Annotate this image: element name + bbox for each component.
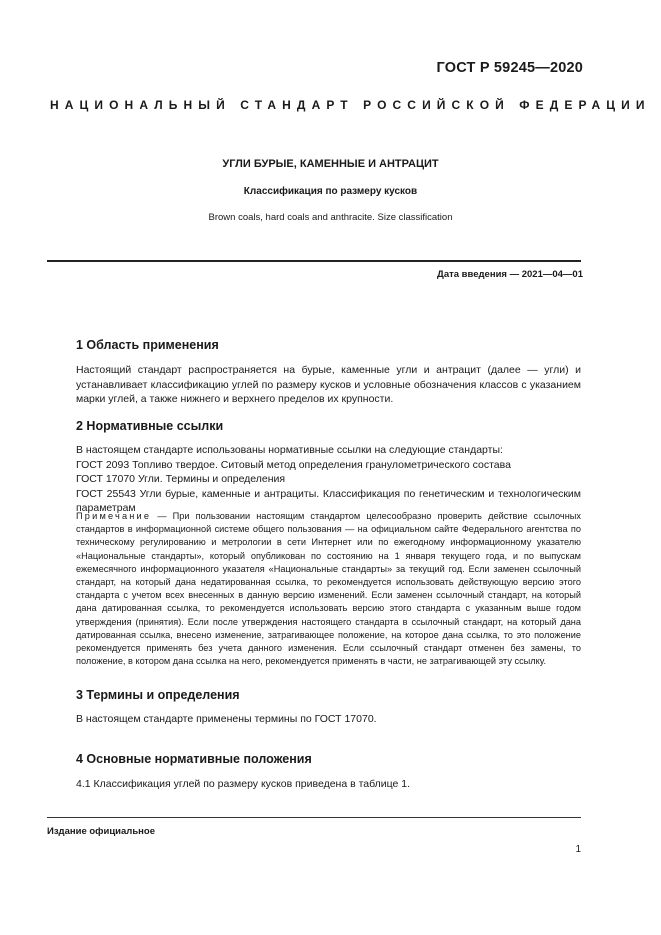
section-heading-terms: 3 Термины и определения (76, 688, 240, 702)
header-divider (47, 260, 581, 262)
official-edition-label: Издание официальное (47, 826, 155, 837)
section-heading-references: 2 Нормативные ссылки (76, 419, 224, 433)
standard-banner: НАЦИОНАЛЬНЫЙ СТАНДАРТ РОССИЙСКОЙ ФЕДЕРАЦИИ (50, 98, 651, 112)
section-heading-main-provisions: 4 Основные нормативные положения (76, 752, 312, 766)
note-label: Примечание (76, 511, 152, 521)
section-text-terms: В настоящем стандарте применены термины по ГОСТ 17070. (76, 713, 377, 725)
references-block (76, 443, 581, 516)
references-note (76, 510, 581, 668)
document-subtitle: Классификация по размеру кусков (243, 186, 418, 197)
section-heading-scope: 1 Область применения (76, 338, 219, 352)
note-text: — При пользовании настоящим стандартом целесообразно проверить действие ссылочных стандартов в информационной системе общего пользования — на официальном сайте Федерального агентства по техническому регулированию и метрологии в сети Интернет или по ежегодному информационному указателю «Национальные стандарты», который опубликован по состоянию на 1 января текущего года, и по выпускам ежемесячного информационного указателя «Национальные стандарты» за текущий год. Если заменен ссылочный стандарт, на который дана недатированная ссылка, то рекомендуется использовать действующую версию этого стандарта с учетом всех внесенных в данную версию изменений. Если заменен ссылочный стандарт, на который дана датированная ссылка, то рекомендуется использовать версию этого стандарта с указанным выше годом утверждения (принятия). Если после утверждения настоящего стандарта в ссылочный стандарт, на который дана датированная ссылка, внесено изменение, затрагивающее положение, на которое дана ссылка, то это положение рекомендуется применять без учета данного изменения. Если ссылочный стандарт отменен без замены, то положение, в котором дана ссылка на него, рекомендуется применять в части, не затрагивающей эту ссылку. (76, 511, 581, 667)
footer-divider (47, 817, 581, 818)
section-text-scope (76, 363, 581, 407)
reference-item: ГОСТ 25543 Угли бурые, каменные и антрациты. Классификация по генетическим и технологическим параметрам (76, 487, 581, 514)
scope-paragraph: Настоящий стандарт распространяется на бурые, каменные угли и антрацит (далее — угли) и устанавливает классификацию углей по размеру кусков и условные обозначения классов с указанием марки углей, а также нижнего и верхнего пределов их крупности. (76, 364, 581, 405)
introduction-date: Дата введения — 2021—04—01 (437, 269, 583, 280)
document-title-english: Brown coals, hard coals and anthracite. Size classification (208, 212, 453, 223)
reference-item: ГОСТ 17070 Угли. Термины и определения (76, 473, 286, 485)
page-number: 1 (575, 844, 581, 855)
reference-item: ГОСТ 2093 Топливо твердое. Ситовый метод определения гранулометрического состава (76, 458, 511, 471)
document-title: УГЛИ БУРЫЕ, КАМЕННЫЕ И АНТРАЦИТ (222, 158, 439, 170)
references-intro: В настоящем стандарте использованы нормативные ссылки на следующие стандарты: (76, 444, 503, 456)
document-number: ГОСТ Р 59245—2020 (436, 60, 583, 76)
section-text-main-provisions: 4.1 Классификация углей по размеру кусков приведена в таблице 1. (76, 778, 411, 790)
